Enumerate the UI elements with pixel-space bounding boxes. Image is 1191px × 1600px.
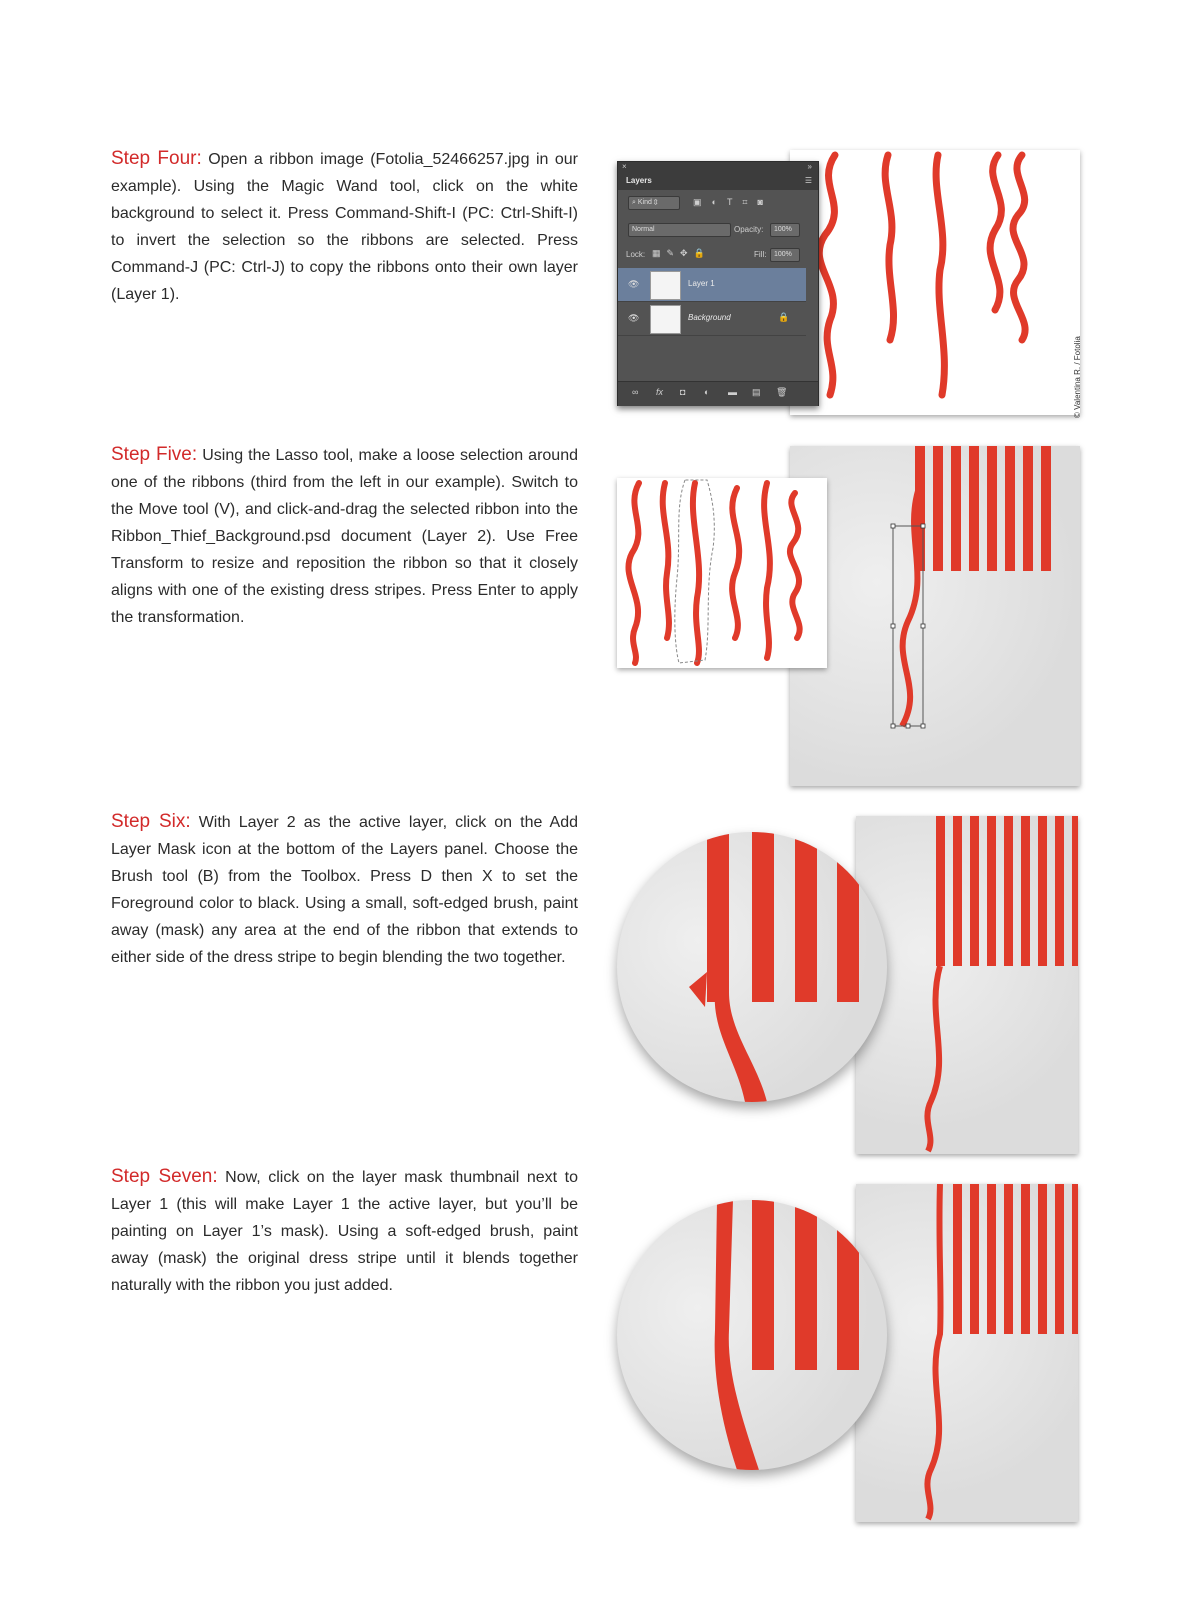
step-six-text: [111, 808, 578, 971]
ribbons-image: [790, 150, 1080, 415]
step-five-body: Using the Lasso tool, make a loose selection around one of the ribbons (third from the left in our example). Switch to the Move tool (V), and click-and-drag the selected ribbon into the Ribbon_Thief_Background.psd document (Layer 2). Use Free Transform to resize and reposition the ribbon so that it closely aligns with one of the existing dress stripes. Press Enter to apply the transformation.: [111, 447, 578, 626]
photo-credit: © Valentina R. / Fotolia: [1073, 336, 1082, 418]
opacity-label: Opacity:: [734, 225, 764, 234]
step-seven-title: Step Seven:: [111, 1166, 218, 1187]
step-seven-text: [111, 1163, 578, 1299]
blend-mode-select[interactable]: [628, 223, 731, 237]
lock-label: Lock:: [626, 250, 646, 259]
trash-icon[interactable]: 🗑: [776, 387, 788, 397]
link-icon[interactable]: ∞: [632, 387, 639, 397]
fill-field[interactable]: 100%: [770, 248, 800, 262]
step-six-body: With Layer 2 as the active layer, click on the Add Layer Mask icon at the bottom of the Layers panel. Choose the Brush tool (B) from the Toolbox. Press D then X to set the Foreground color to black. Using a small, soft-edged brush, paint away (mask) any area at the end of the ribbon that extends to either side of the dress stripe to begin blending the two together.: [111, 814, 578, 966]
layer-thumbnail[interactable]: [650, 305, 681, 334]
lock-icons[interactable]: ▦✎✥🔒: [652, 248, 711, 258]
blended-ribbon-image: [856, 1184, 1078, 1522]
layers-panel-bottombar: [618, 381, 818, 406]
zoom-magnifier-step-six: [617, 832, 887, 1102]
adjustment-icon[interactable]: ◐: [704, 387, 710, 397]
step-seven-body: Now, click on the layer mask thumbnail next to Layer 1 (this will make Layer 1 the active layer, but you’ll be painting on Layer 1’s mask). Using a soft-edged brush, paint away (mask) the original dress stripe until it blends together naturally with the ribbon you just added.: [111, 1169, 578, 1294]
step-six-title: Step Six:: [111, 811, 191, 832]
layer-name: Layer 1: [688, 279, 715, 288]
blend-mode-value: Normal: [632, 226, 655, 233]
step-five-text: [111, 441, 578, 631]
filter-kind-select[interactable]: ⌕ Kind ⇕: [628, 196, 680, 210]
fx-icon[interactable]: fx: [656, 387, 664, 397]
layer-thumbnail[interactable]: [650, 271, 681, 300]
eye-icon[interactable]: 👁: [628, 279, 640, 289]
layer-row-background[interactable]: [618, 302, 806, 336]
add-mask-icon[interactable]: ◘: [680, 387, 686, 397]
lock-icon: 🔒: [778, 312, 790, 322]
layer-row-layer1[interactable]: [618, 268, 806, 302]
step-four-title: Step Four:: [111, 148, 202, 169]
close-icon[interactable]: ×: [622, 162, 627, 171]
fill-label: Fill:: [754, 250, 767, 259]
layers-panel-tabbar: [618, 162, 818, 190]
eye-icon[interactable]: 👁: [628, 313, 640, 323]
folder-icon[interactable]: ▬: [728, 387, 737, 397]
collapse-icon[interactable]: »: [807, 162, 812, 171]
layer-name: Background: [688, 313, 731, 322]
step-five-title: Step Five:: [111, 444, 198, 465]
lasso-selection-image: [617, 478, 827, 668]
zoom-magnifier-step-seven: [617, 1200, 887, 1470]
step-four-body: Open a ribbon image (Fotolia_52466257.jpg in our example). Using the Magic Wand tool, click on the white background to select it. Press Command-Shift-I (PC: Ctrl-Shift-I) to invert the selection so the ribbons are selected. Press Command-J (PC: Ctrl-J) to copy the ribbons onto their own layer (Layer 1).: [111, 151, 578, 303]
panel-menu-icon[interactable]: ☰: [804, 176, 812, 185]
opacity-field[interactable]: 100%: [770, 223, 800, 237]
new-layer-icon[interactable]: ▤: [752, 387, 761, 397]
filter-kind-label: Kind: [637, 199, 652, 206]
tab-layers[interactable]: Layers: [626, 176, 652, 185]
masked-ribbon-image: [856, 816, 1078, 1154]
step-four-text: [111, 145, 578, 308]
dress-document-image: [790, 446, 1080, 786]
filter-icons[interactable]: ▣◐T⌗◙: [693, 197, 773, 207]
layers-panel: [617, 161, 819, 406]
